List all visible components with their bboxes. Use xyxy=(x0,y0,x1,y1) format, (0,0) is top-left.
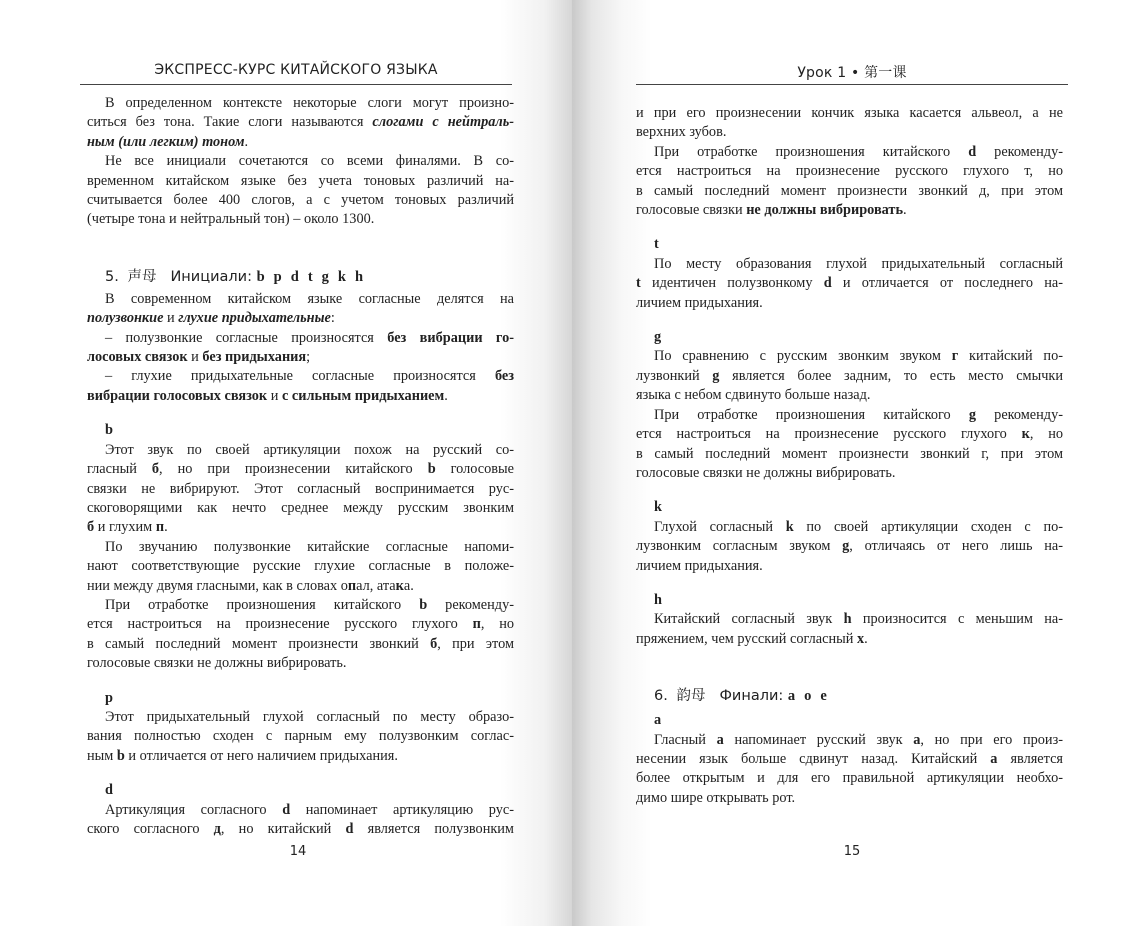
text-line xyxy=(636,294,1063,313)
text-line xyxy=(87,518,514,537)
text-run: несении язык больше сдвинут назад. Китайский xyxy=(636,750,991,767)
text-run: и xyxy=(163,310,179,327)
text-line xyxy=(87,615,514,634)
page-number: 14 xyxy=(289,844,307,859)
text-run: ется настроиться на произнесение русского глухого xyxy=(636,426,1022,443)
text-run: голосовые связки xyxy=(636,202,747,219)
text-run: в самый последний момент произнести звонкий д, при этом xyxy=(636,182,1063,199)
bold-text: a xyxy=(990,750,998,767)
pinyin-letter: h xyxy=(354,268,364,285)
text-line xyxy=(636,425,1063,444)
text-run: пряжением, чем русский согласный xyxy=(636,630,857,647)
paragraph xyxy=(87,329,514,368)
text-run: нают соответствующие русские глухие согласные в положе- xyxy=(87,558,514,575)
text-run: связки не вибрируют. Этот согласный воспринимается рус- xyxy=(87,480,514,497)
pinyin-letter: k xyxy=(337,268,346,285)
text-run: рекоменду- xyxy=(975,406,1063,423)
text-run: напоминает русский звук xyxy=(723,731,914,748)
text-run: гласный xyxy=(87,461,152,478)
text-line xyxy=(636,731,1063,750)
bold-text: а xyxy=(913,731,921,748)
text-run: нии между двумя гласными, как в словах о xyxy=(87,577,348,594)
text-line xyxy=(87,538,514,557)
section-title: Финали: xyxy=(719,688,784,705)
text-run: По звучанию полузвонкие китайские согласные напоми- xyxy=(105,538,514,555)
text-line xyxy=(636,255,1063,274)
text-line xyxy=(87,152,514,171)
bold-text: б xyxy=(151,461,160,478)
text-run: В современном китайском языке согласные делятся на xyxy=(105,290,514,307)
text-run: (четыре тона и нейтральный тон) – около 1300. xyxy=(87,211,375,228)
bold-text: х xyxy=(856,630,865,647)
text-line xyxy=(87,727,514,746)
text-run: скоговорящими как нечто среднее между русским звонким xyxy=(87,499,514,516)
text-run: и xyxy=(187,349,203,366)
text-line xyxy=(87,577,514,596)
text-run: , но при произнесении китайского xyxy=(159,461,428,478)
text-run: личием придыхания. xyxy=(636,557,763,574)
text-run: голосовые связки не должны вибрировать. xyxy=(87,655,347,672)
bold-text: b xyxy=(427,461,436,478)
paragraph xyxy=(636,143,1063,221)
bold-text: d xyxy=(823,275,832,292)
paragraph xyxy=(87,152,514,230)
text-run: личием придыхания. xyxy=(636,294,763,311)
text-line xyxy=(636,610,1063,629)
bold-text: g xyxy=(842,538,850,555)
paragraph xyxy=(636,731,1063,809)
text-run: является полузвонким xyxy=(353,821,514,837)
text-line xyxy=(87,596,514,615)
section-letter: g xyxy=(654,329,662,346)
text-run: Гласный xyxy=(654,731,717,748)
text-line xyxy=(87,747,514,766)
bold-text: не должны вибрировать xyxy=(746,202,904,219)
text-line xyxy=(87,387,514,406)
bold-text: д xyxy=(213,821,221,837)
text-run: а. xyxy=(403,577,414,594)
bold-text: вибрации голосовых связок xyxy=(87,387,268,404)
text-line xyxy=(636,367,1063,386)
text-line xyxy=(636,537,1063,556)
paragraph xyxy=(636,518,1063,576)
text-column xyxy=(636,104,1063,808)
text-run: , но xyxy=(480,616,514,633)
text-run: и xyxy=(267,387,282,404)
paragraph xyxy=(87,441,514,538)
text-run: считывается более 400 слогов, а с учетом тоновых различий xyxy=(87,192,514,209)
text-run: При отработке произношения китайского xyxy=(654,406,969,423)
text-run: в самый последний момент произнести звонкий г, при этом xyxy=(636,445,1063,462)
text-run: ется настроиться на произнесение русского глухого xyxy=(87,616,473,633)
text-run: ным xyxy=(87,747,117,764)
text-run: Глухой согласный xyxy=(654,518,786,535)
paragraph xyxy=(636,255,1063,313)
bold-text: b xyxy=(419,596,428,613)
text-run: , при этом xyxy=(437,635,514,652)
bold-italic-text: глухие придыхательные xyxy=(178,310,331,327)
text-run: идентичен полузвонкому xyxy=(640,275,824,292)
text-line xyxy=(87,309,514,328)
section-chinese-title: 韵母 xyxy=(676,688,706,705)
text-line xyxy=(87,172,514,191)
bold-text: h xyxy=(843,611,852,628)
bold-text: к xyxy=(1021,426,1030,443)
text-run: лузвонкий xyxy=(636,367,713,384)
text-line xyxy=(636,445,1063,464)
text-run: верхних зубов. xyxy=(636,124,727,141)
text-line xyxy=(87,557,514,576)
text-line xyxy=(636,201,1063,220)
pinyin-letter: p xyxy=(273,268,282,285)
bold-text: t xyxy=(636,275,641,292)
text-run: произносится с меньшим на- xyxy=(851,611,1063,628)
text-run: в самый последний момент произнести звонкий xyxy=(87,635,431,652)
text-line xyxy=(636,162,1063,181)
pinyin-letter: d xyxy=(290,268,299,285)
paragraph xyxy=(87,367,514,406)
paragraph xyxy=(87,801,514,840)
bold-text: d xyxy=(968,143,977,160)
text-run: голосовые xyxy=(435,461,514,478)
text-line xyxy=(87,348,514,367)
text-line xyxy=(87,635,514,654)
text-line xyxy=(87,801,514,820)
paragraph xyxy=(87,94,514,152)
bold-text: d xyxy=(345,821,354,837)
bold-text: g xyxy=(968,406,976,423)
text-run: . xyxy=(864,630,868,647)
pinyin-letter: e xyxy=(820,688,827,705)
text-run: ется настроиться на произнесение русского глухого т, но xyxy=(636,163,1063,180)
bold-text: без придыхания xyxy=(202,349,307,366)
bold-text: п xyxy=(347,577,357,594)
text-run: , но xyxy=(1029,426,1063,443)
text-run: китайский по- xyxy=(958,348,1063,365)
bold-text: без вибрации го- xyxy=(387,329,514,346)
text-run: . xyxy=(164,519,168,536)
text-line xyxy=(87,210,514,229)
section-heading xyxy=(87,266,514,290)
paragraph xyxy=(636,610,1063,649)
text-run: языка с небом сдвинуто больше назад. xyxy=(636,387,871,404)
text-line xyxy=(87,441,514,460)
bold-text: g xyxy=(712,367,720,384)
text-run: по своей артикуляции сходен с по- xyxy=(793,518,1064,535)
text-run: . xyxy=(903,202,907,219)
text-run: напоминает артикуляцию рус- xyxy=(290,801,514,818)
text-line xyxy=(87,113,514,132)
section-letter: d xyxy=(105,782,113,799)
running-header: ЭКСПРЕСС-КУРС КИТАЙСКОГО ЯЗЫКА xyxy=(80,62,512,85)
text-run: Этот придыхательный глухой согласный по месту образо- xyxy=(105,708,514,725)
bold-text: k xyxy=(785,518,794,535)
text-run: и отличается от последнего на- xyxy=(831,275,1063,292)
text-line xyxy=(87,708,514,727)
text-line xyxy=(87,191,514,210)
text-run: лузвонким согласным звуком xyxy=(636,538,843,555)
text-run: , но китайский xyxy=(220,821,346,837)
bold-text: к xyxy=(395,577,404,594)
page-number: 15 xyxy=(843,844,861,859)
bold-text: б xyxy=(87,519,95,536)
paragraph xyxy=(87,596,514,674)
text-line xyxy=(636,274,1063,293)
text-line xyxy=(636,104,1063,123)
bold-italic-text: полузвонкие xyxy=(87,310,164,327)
text-run: рекоменду- xyxy=(427,596,514,613)
text-line xyxy=(87,133,514,152)
section-letter: k xyxy=(654,499,662,516)
text-run: ситься без тона. Такие слоги называются xyxy=(87,114,373,131)
text-run: более открытым и для его правильной артикуляции необхо- xyxy=(636,770,1063,787)
text-line xyxy=(87,367,514,386)
text-run: ; xyxy=(306,349,311,366)
text-run: является более задним, то есть место смычки xyxy=(719,367,1063,384)
text-run: : xyxy=(330,310,335,327)
bold-text: без xyxy=(494,368,514,385)
section-letter: b xyxy=(105,422,113,439)
paragraph xyxy=(636,347,1063,405)
text-run: временном китайском языке без учета тоновых различий на- xyxy=(87,172,514,189)
text-line xyxy=(636,630,1063,649)
paragraph xyxy=(636,406,1063,484)
bold-text: б xyxy=(430,635,438,652)
text-run: Этот звук по своей артикуляции похож на русский со- xyxy=(105,441,514,458)
section-chinese-title: 声母 xyxy=(127,268,157,285)
text-run: . xyxy=(444,387,448,404)
text-run: и при его произнесении кончик языка касается альвеол, а не xyxy=(636,105,1063,121)
text-run: димо шире открывать рот. xyxy=(636,789,796,806)
section-number: 5. xyxy=(105,268,119,285)
text-run: ского согласного xyxy=(87,821,214,837)
text-run: – глухие придыхательные согласные произносятся xyxy=(105,368,495,385)
pinyin-letter: g xyxy=(321,268,329,285)
text-line xyxy=(636,182,1063,201)
section-letter: a xyxy=(654,712,662,729)
text-line xyxy=(87,499,514,518)
bold-text: d xyxy=(282,801,291,818)
text-line xyxy=(636,518,1063,537)
pinyin-letter: b xyxy=(256,268,265,285)
bold-italic-text: ным (или легким) тоном xyxy=(87,133,245,150)
bold-text: г xyxy=(951,348,959,365)
section-letter: h xyxy=(654,591,662,608)
right-page xyxy=(572,0,1144,926)
bold-text: с сильным придыханием xyxy=(281,387,445,404)
text-line xyxy=(87,290,514,309)
text-line xyxy=(87,94,514,113)
text-run: Китайский согласный звук xyxy=(654,611,844,628)
text-run: По сравнению с русским звонким звуком xyxy=(654,348,952,365)
text-line xyxy=(636,347,1063,366)
text-run: и глухим xyxy=(94,519,156,536)
text-line xyxy=(636,464,1063,483)
bold-text: п xyxy=(472,616,481,633)
text-line xyxy=(87,820,514,839)
text-run: Артикуляция согласного xyxy=(105,801,283,818)
text-run: вания полностью сходен с парным ему полузвонким соглас- xyxy=(87,728,514,745)
text-run: При отработке произношения китайского xyxy=(654,143,969,160)
pinyin-letter: o xyxy=(804,688,812,705)
bold-text: п xyxy=(155,519,165,536)
pinyin-letter: a xyxy=(787,688,796,705)
section-letter: t xyxy=(654,236,659,253)
text-line xyxy=(87,460,514,479)
text-run: ал, ата xyxy=(356,577,396,594)
text-run: По месту образования глухой придыхательный согласный xyxy=(654,255,1063,272)
bold-italic-text: слогами с нейтраль- xyxy=(372,114,514,131)
text-run: При отработке произношения китайского xyxy=(105,596,420,613)
text-run: и отличается от него наличием придыхания. xyxy=(124,747,398,764)
section-heading xyxy=(636,685,1063,709)
paragraph xyxy=(87,290,514,329)
text-line xyxy=(636,123,1063,142)
text-line xyxy=(87,480,514,499)
bold-text: b xyxy=(116,747,125,764)
section-number: 6. xyxy=(654,688,668,705)
section-letter: p xyxy=(105,689,113,706)
text-line xyxy=(87,654,514,673)
text-line xyxy=(636,143,1063,162)
text-run: , но при его произ- xyxy=(920,731,1063,748)
text-run: – полузвонкие согласные произносятся xyxy=(105,329,388,346)
text-line xyxy=(636,750,1063,769)
paragraph xyxy=(636,104,1063,143)
text-line xyxy=(636,769,1063,788)
text-run: , отличаясь от него лишь на- xyxy=(849,538,1063,555)
paragraph xyxy=(87,708,514,766)
section-title: Инициали: xyxy=(170,268,252,285)
text-run: В определенном контексте некоторые слоги могут произно- xyxy=(105,95,514,111)
text-run: голосовые связки не должны вибрировать. xyxy=(636,464,896,481)
text-line xyxy=(87,329,514,348)
text-line xyxy=(636,386,1063,405)
bold-text: a xyxy=(716,731,724,748)
bold-text: лосовых связок xyxy=(87,349,188,366)
paragraph xyxy=(87,538,514,596)
running-header: Урок 1 • 第一课 xyxy=(636,62,1068,85)
pinyin-letter: t xyxy=(307,268,313,285)
text-column xyxy=(87,94,514,839)
text-run: . xyxy=(244,133,249,150)
text-line xyxy=(636,557,1063,576)
text-run: является xyxy=(997,750,1063,767)
text-line xyxy=(636,406,1063,425)
text-run: рекоменду- xyxy=(976,143,1063,160)
text-line xyxy=(636,789,1063,808)
text-run: Не все инициали сочетаются со всеми финалями. В со- xyxy=(105,153,514,170)
